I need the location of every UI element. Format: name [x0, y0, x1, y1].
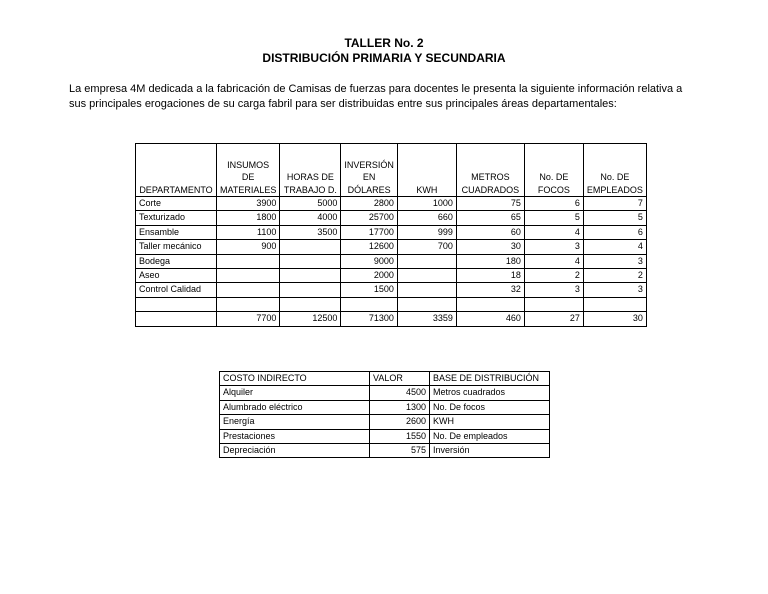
table-cell: 12500 — [280, 312, 341, 326]
table-cell: 3 — [524, 283, 583, 297]
column-header: BASE DE DISTRIBUCIÓN — [430, 372, 550, 386]
table-cell: 2 — [583, 269, 646, 283]
table-cell: Texturizado — [136, 211, 217, 225]
table-cell: Bodega — [136, 254, 217, 268]
table-cell: 1800 — [217, 211, 280, 225]
table-cell: 4500 — [370, 386, 430, 400]
table-cell: 3 — [524, 240, 583, 254]
table-row — [136, 211, 647, 225]
table-cell: Corte — [136, 197, 217, 211]
table-cell: 7 — [583, 197, 646, 211]
table-cell — [136, 312, 217, 326]
table-cell: 7700 — [217, 312, 280, 326]
table-cell: 71300 — [341, 312, 398, 326]
table-cell: 17700 — [341, 225, 398, 239]
column-header: HORAS DE TRABAJO D. — [280, 144, 341, 197]
table-cell: 2800 — [341, 197, 398, 211]
table-cell: 660 — [397, 211, 456, 225]
table-cell: Energía — [220, 415, 370, 429]
column-header: COSTO INDIRECTO — [220, 372, 370, 386]
table-cell: 30 — [583, 312, 646, 326]
table-cell: 3900 — [217, 197, 280, 211]
table-cell: 18 — [456, 269, 524, 283]
table-cell — [397, 283, 456, 297]
column-header: DEPARTAMENTO — [136, 144, 217, 197]
table-row — [220, 400, 550, 414]
table-cell — [280, 297, 341, 311]
table-cell: 2600 — [370, 415, 430, 429]
table-cell: 3 — [583, 254, 646, 268]
table-row — [136, 283, 647, 297]
table-row — [136, 312, 647, 326]
table-cell: 460 — [456, 312, 524, 326]
table-cell — [456, 297, 524, 311]
table-cell — [397, 297, 456, 311]
table-cell: Alumbrado eléctrico — [220, 400, 370, 414]
page-title: TALLER No. 2 — [344, 36, 424, 50]
table-cell: 6 — [524, 197, 583, 211]
page-subtitle: DISTRIBUCIÓN PRIMARIA Y SECUNDARIA — [262, 51, 506, 65]
table-cell: 5000 — [280, 197, 341, 211]
table-cell — [280, 240, 341, 254]
table-cell: 5 — [524, 211, 583, 225]
table-cell: 30 — [456, 240, 524, 254]
table-cell: 3500 — [280, 225, 341, 239]
table-cell — [217, 254, 280, 268]
intro-paragraph: La empresa 4M dedicada a la fabricación de Camisas de fuerzas para docentes le presenta la siguiente información relativa a sus principales erogaciones de su carga fabril para ser distribuidas entre sus principales áreas departamentales: — [69, 83, 683, 110]
table-cell: 2 — [524, 269, 583, 283]
table-cell: 1500 — [341, 283, 398, 297]
table-row — [220, 429, 550, 443]
table-cell: Control Calidad — [136, 283, 217, 297]
table-cell: 27 — [524, 312, 583, 326]
table-cell: 4 — [524, 254, 583, 268]
table-row — [220, 386, 550, 400]
table-row — [220, 444, 550, 458]
table-cell: 900 — [217, 240, 280, 254]
table-cell: 180 — [456, 254, 524, 268]
table-cell — [397, 254, 456, 268]
table-cell: 65 — [456, 211, 524, 225]
table-cell: 4000 — [280, 211, 341, 225]
table-cell: 999 — [397, 225, 456, 239]
table-cell — [217, 283, 280, 297]
table-cell: 1550 — [370, 429, 430, 443]
table-cell — [397, 269, 456, 283]
column-header: VALOR — [370, 372, 430, 386]
table-row — [136, 197, 647, 211]
table-cell — [217, 297, 280, 311]
table-cell: 3 — [583, 283, 646, 297]
table-cell: 25700 — [341, 211, 398, 225]
table-cell: 4 — [524, 225, 583, 239]
table-row — [136, 269, 647, 283]
table-cell: 75 — [456, 197, 524, 211]
table-cell: 4 — [583, 240, 646, 254]
table-cell: 1100 — [217, 225, 280, 239]
table-row — [136, 254, 647, 268]
table-row — [136, 225, 647, 239]
table-row — [136, 297, 647, 311]
table-cell: Inversión — [430, 444, 550, 458]
table-cell — [583, 297, 646, 311]
table-row — [136, 240, 647, 254]
table-cell: 700 — [397, 240, 456, 254]
table-cell: No. De empleados — [430, 429, 550, 443]
column-header: KWH — [397, 144, 456, 197]
table-cell: 12600 — [341, 240, 398, 254]
indirect-cost-table — [219, 371, 550, 458]
column-header: METROS CUADRADOS — [456, 144, 524, 197]
table-cell — [280, 269, 341, 283]
table-cell: 2000 — [341, 269, 398, 283]
table-cell — [217, 269, 280, 283]
table-cell: Aseo — [136, 269, 217, 283]
table-cell: Depreciación — [220, 444, 370, 458]
table-cell: Alquiler — [220, 386, 370, 400]
table-cell: KWH — [430, 415, 550, 429]
table-cell: 32 — [456, 283, 524, 297]
table-cell: 575 — [370, 444, 430, 458]
table-cell: 60 — [456, 225, 524, 239]
column-header: INVERSIÓN EN DÓLARES — [341, 144, 398, 197]
table-cell: 6 — [583, 225, 646, 239]
column-header: No. DE EMPLEADOS — [583, 144, 646, 197]
table-cell: Ensamble — [136, 225, 217, 239]
table-cell: 3359 — [397, 312, 456, 326]
table-cell — [136, 297, 217, 311]
table-cell — [524, 297, 583, 311]
table-cell: 9000 — [341, 254, 398, 268]
table-cell: Prestaciones — [220, 429, 370, 443]
table-cell — [341, 297, 398, 311]
table-cell: Metros cuadrados — [430, 386, 550, 400]
column-header: INSUMOS DE MATERIALES — [217, 144, 280, 197]
column-header: No. DE FOCOS — [524, 144, 583, 197]
table-cell: 1300 — [370, 400, 430, 414]
table-cell — [280, 283, 341, 297]
department-data-table — [135, 143, 647, 327]
table-cell: No. De focos — [430, 400, 550, 414]
table-cell: 1000 — [397, 197, 456, 211]
table-cell: Taller mecánico — [136, 240, 217, 254]
table-row — [220, 415, 550, 429]
table-cell — [280, 254, 341, 268]
table-cell: 5 — [583, 211, 646, 225]
